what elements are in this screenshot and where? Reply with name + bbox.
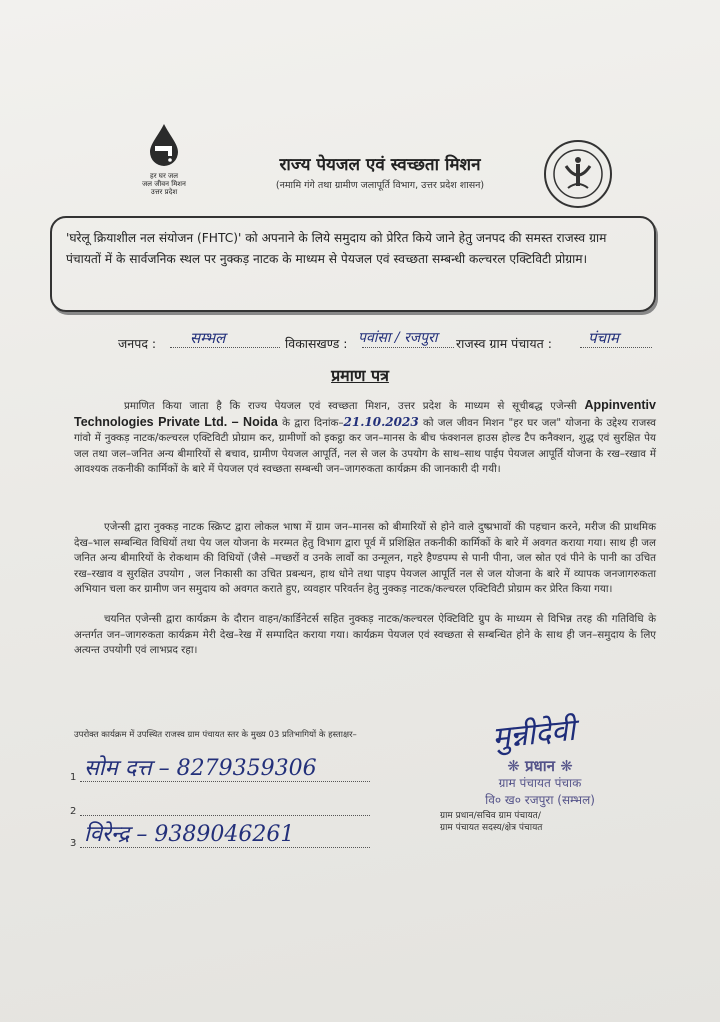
signature-dotted-line bbox=[80, 815, 370, 816]
participant-signature-2 bbox=[70, 790, 370, 820]
pradhan-signature: मुन्नीदेवी bbox=[490, 712, 578, 757]
logo-tagline-1: हर घर जल bbox=[150, 172, 178, 180]
participant-signature-3 bbox=[70, 822, 370, 852]
participant-signature-value: सोम दत्त – 8279359306 bbox=[84, 756, 317, 781]
agency-name: Appinventiv Technologies Private Ltd. – Noida bbox=[74, 398, 656, 429]
participant-signature-value: विरेन्द्र – 9389046261 bbox=[84, 822, 295, 847]
district-label: जनपद : bbox=[118, 336, 157, 351]
up-government-seal-icon bbox=[542, 138, 614, 210]
panchayat-label: राजस्व ग्राम पंचायत : bbox=[456, 336, 552, 351]
designation-line-1: ग्राम प्रधान/सचिव ग्राम पंचायत/ bbox=[440, 811, 541, 821]
logo-tagline-3: उत्तर प्रदेश bbox=[150, 188, 178, 196]
pradhan-stamp bbox=[440, 758, 640, 809]
panchayat-value: पंचाम bbox=[588, 329, 619, 347]
para1-part-c: को जल जीवन मिशन "हर घर जल" योजना के उद्देश्य राजस्व गांवो में नुक्कड़ नाटक/कल्चरल एक्टिविटी प्रोग्राम कर, ग्रामीणों को इकट्ठा कर जन–मानस के बीच फंक्शनल हाउस होल्ड टैप कनैक्शन, शुद्ध एवं सुरक्षित पेय जल तथा जल–जनित अन्य बीमारियों से बचाव, ग्रामीण पेयजल आपूर्ति, नल से जल के उपयोग के साथ–साथ पाईप पेयजल आपूर्ति योजना के रख–रखाव में आवश्यक तकनीकी कार्मिकों के बारे में पेयजल एवं स्वच्छता सम्बन्धी जन–जागरुकता कार्यक्रम की जानकारी दी गयी। bbox=[74, 416, 657, 475]
logo-tagline-2: जल जीवन मिशन bbox=[142, 180, 186, 188]
header-title: राज्य पेयजल एवं स्वच्छता मिशन bbox=[279, 155, 481, 175]
paragraph-3: चयनित एजेन्सी द्वारा कार्यक्रम के दौरान वाहन/कार्डिनेटर्स सहित नुक्कड़ नाटक/कल्चरल ऐक्टिविटि ग्रुप के माध्यम से विभिन्न तरह की गतिविधि के अन्तर्गत जन–जागरुकता कार्यक्रम मेरी देख–रेख में सम्पादित कराया गया। कार्यक्रम पेयजल एवं स्वच्छता से सम्बन्धित होने के साथ ही जन–समुदाय के लिए अत्यन्त उपयोगी एवं लाभप्रद रहा। bbox=[74, 613, 656, 656]
paragraph-1 bbox=[74, 398, 656, 478]
block-label: विकासखण्ड : bbox=[285, 336, 348, 351]
header-subtitle: (नमामि गंगे तथा ग्रामीण जलापूर्ति विभाग, उत्तर प्रदेश शासन) bbox=[275, 180, 485, 191]
participant-signature-1 bbox=[70, 756, 370, 786]
block-value: पवांसा / रजपुरा bbox=[358, 330, 438, 346]
stamp-line-2: वि० ख० रजपुरा (सम्भल) bbox=[485, 793, 595, 807]
block-dotted-line bbox=[362, 347, 454, 348]
paragraph-2: एजेन्सी द्वारा नुक्कड़ नाटक स्क्रिप्ट द्वारा लोकल भाषा में ग्राम जन–मानस को बीमारियों से होने वाले दुष्प्रभावों की पहचान करने, मरीज की प्राथमिक देख–भाल सम्बन्धित विधियों तथा पेय जल योजना के मरम्मत हेतु विभाग द्वारा पूर्व में प्रशिक्षित तकनीकी कार्मिकों के बारे में अवगत कराया गया। साथ ही जल जनित अन्य बीमारियों के रोकथाम की विधियों (जैसे –मच्छरों व उनके लार्वो का उन्मूलन, गहरे हैण्डपम्प से पानी पीना, जल स्रोत एवं पीने के पानी का उचित रख–रखाव व सुरक्षित उपयोग , जल निकासी का उचित प्रबन्धन, हाथ धोने तथा पाइप पेयजल आपूर्ति नल से जल योजना के बारे में व्यापक जनजागरुकता अभियान चला कर ग्रामीण जन समुदाय को अवगत कराते हुए, व्यवहार परिवर्तन हेतु नुक्कड़ नाटक/कल्चरल एक्टिविटी प्रोग्राम कर प्रेरित किया गया। bbox=[74, 521, 656, 595]
participants-signature-note: उपरोक्त कार्यक्रम में उपस्थित राजस्व ग्राम पंचायत स्तर के मुख्य 03 प्रतिभागियों के हस्ताक्षर– bbox=[74, 730, 357, 740]
participant-number: 1 bbox=[70, 772, 77, 783]
designation-line-2: ग्राम पंचायत सदस्य/क्षेत्र पंचायत bbox=[440, 823, 543, 833]
district-value: सम्भल bbox=[190, 329, 226, 347]
para1-part-b: के द्वारा दिनांक– bbox=[282, 416, 344, 429]
water-drop-icon bbox=[144, 122, 184, 168]
participant-number: 2 bbox=[70, 806, 77, 817]
location-fields bbox=[0, 328, 720, 356]
stamp-title: ❋ प्रधान ❋ bbox=[507, 757, 573, 775]
para1-part-a: प्रमाणित किया जाता है कि राज्य पेयजल एवं स्वच्छता मिशन, उत्तर प्रदेश के माध्यम से सूचीबद्ध एजेन्सी bbox=[124, 400, 577, 412]
program-banner: 'घरेलू क्रियाशील नल संयोजन (FHTC)' को अपनाने के लिये समुदाय को प्रेरित किये जाने हेतु जनपद की समस्त राजस्व ग्राम पंचायतों में के सार्वजनिक स्थल पर नुक्कड़ नाटक के माध्यम से पेयजल एवं स्वच्छता सम्बन्धी कल्चरल एक्टिविटी प्रोग्राम। bbox=[50, 216, 656, 312]
har-ghar-jal-logo bbox=[128, 122, 200, 196]
certificate-title: प्रमाण पत्र bbox=[331, 366, 389, 385]
participant-number: 3 bbox=[70, 838, 77, 849]
program-date: 21.10.2023 bbox=[343, 414, 419, 429]
stamp-line-1: ग्राम पंचायत पंचाक bbox=[498, 776, 582, 790]
signatory-designation bbox=[440, 810, 640, 834]
